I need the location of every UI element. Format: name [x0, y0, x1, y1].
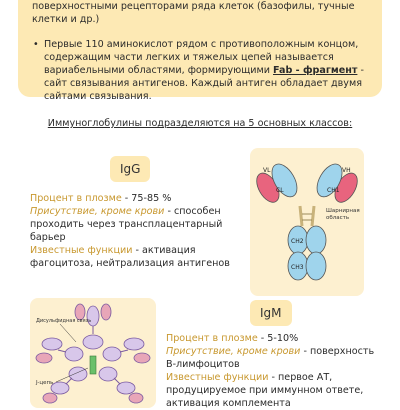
igg-diagram: [250, 148, 364, 296]
igm-functions-value: - первое АТ, продуцируемое при иммунном ответе, активация комплемента: [166, 372, 364, 409]
section-title: Иммуноглобулины подразделяются на 5 основных классов:: [47, 118, 353, 129]
vh-label: VH: [342, 167, 351, 174]
intro-bullet: [32, 38, 368, 103]
ch3-label: CH3: [291, 264, 304, 271]
igg-title: IgG: [110, 156, 150, 182]
igm-structure-illustration: [30, 298, 156, 408]
igm-info: [166, 332, 386, 410]
igg-functions-label: Известные функции: [30, 245, 133, 256]
igm-percent: [166, 332, 386, 345]
vl-label: VL: [263, 167, 271, 174]
hinge-label: Шарнирная область: [326, 208, 360, 221]
igm-presence: [166, 345, 386, 371]
igm-presence-value: - поверхность В-лимфоцитов: [166, 346, 375, 370]
igm-presence-label: Присутствие, кроме крови: [166, 346, 301, 357]
igm-diagram: [30, 298, 156, 408]
igg-percent-label: Процент в плозме: [30, 193, 122, 204]
igm-percent-value: - 5-10%: [257, 333, 299, 344]
igg-presence-value: - способен проходить через трансплацентарный барьер: [30, 206, 223, 243]
igg-percent-value: - 75-85 %: [121, 193, 172, 204]
intro-first-line: поверхностными рецепторами ряда клеток (базофилы, тучные клетки и др.): [32, 1, 355, 25]
cl-label: CL: [276, 187, 284, 194]
intro-bullet-text: Первые 110 аминокислот рядом с противоположным концом, содержащим части легких и тяжелых цепей называется вариабельными областями, формирующими: [44, 39, 359, 76]
j-chain-label: J-цепь: [36, 380, 54, 386]
igm-functions-label: Известные функции: [166, 372, 269, 383]
igg-info: [30, 192, 240, 270]
igg-functions: [30, 244, 240, 270]
igg-structure-illustration: [250, 148, 364, 296]
igg-percent: [30, 192, 240, 205]
ch1-label: CH1: [327, 187, 340, 194]
intro-list: [32, 38, 368, 103]
intro-bullet-text-end: - сайт связывания антигенов. Каждый антиген обладает двумя сайтами связывания.: [44, 65, 364, 102]
disulfide-label: Дисульфидная связь: [36, 318, 92, 324]
igm-percent-label: Процент в плозме: [166, 333, 258, 344]
igm-title: IgM: [250, 300, 292, 326]
intro-box: [18, 0, 382, 102]
ch2-label: CH2: [291, 238, 304, 245]
igg-presence-label: Присутствие, кроме крови: [30, 206, 165, 217]
igg-functions-value: - активация фагоцитоза, нейтрализация антигенов: [30, 245, 230, 269]
igm-functions: [166, 371, 386, 410]
igg-presence: [30, 205, 240, 244]
fab-fragment-term: Fab - фрагмент: [273, 65, 358, 76]
